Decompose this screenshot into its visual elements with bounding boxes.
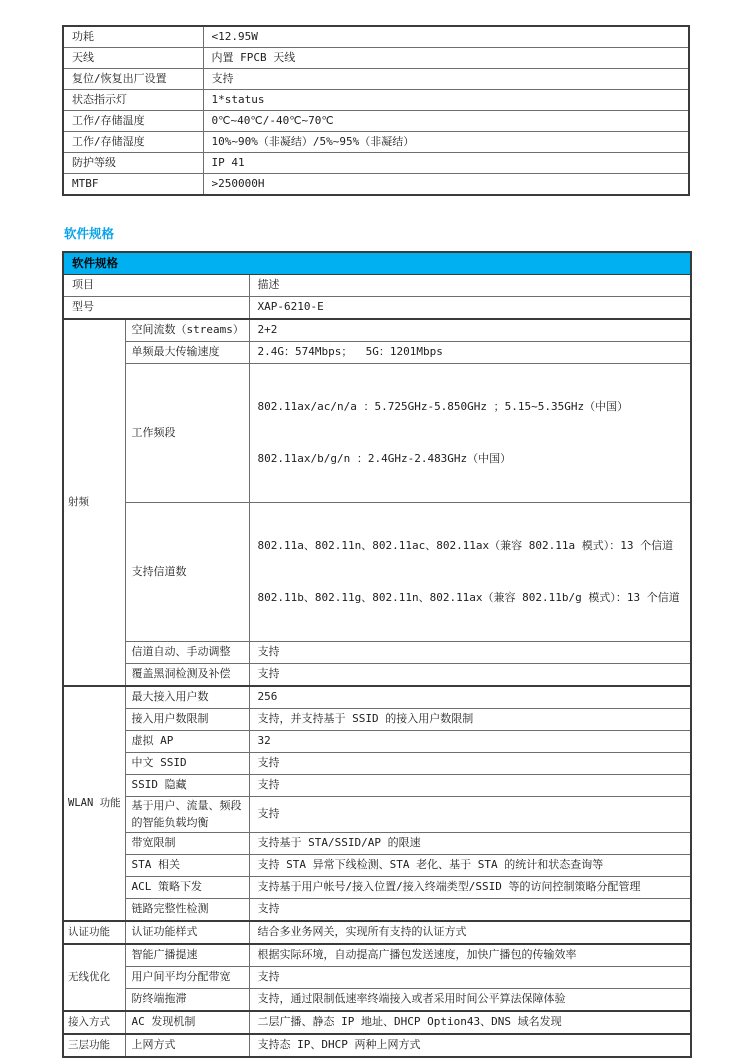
spec-value: >250000H bbox=[203, 174, 689, 196]
spec-value-line: 802.11ax/ac/n/a ：5.725GHz-5.850GHz ；5.15~5.35GHz（中国） bbox=[257, 400, 629, 413]
spec-value: 支持 bbox=[249, 753, 691, 775]
group-label-optimization: 无线优化 bbox=[63, 944, 125, 1011]
spec-label: 工作/存储温度 bbox=[63, 111, 203, 132]
spec-item: 最大接入用户数 bbox=[125, 686, 249, 709]
table-row bbox=[63, 1034, 691, 1057]
table-row bbox=[63, 111, 689, 132]
spec-value: <12.95W bbox=[203, 26, 689, 48]
table-row bbox=[63, 855, 691, 877]
spec-value: 支持 bbox=[249, 664, 691, 687]
spec-label: 天线 bbox=[63, 48, 203, 69]
group-label-auth: 认证功能 bbox=[63, 921, 125, 944]
spec-item: ACL 策略下发 bbox=[125, 877, 249, 899]
spec-item: 空间流数（streams） bbox=[125, 319, 249, 342]
spec-value: 结合多业务网关，实现所有支持的认证方式 bbox=[249, 921, 691, 944]
spec-value: 32 bbox=[249, 731, 691, 753]
table-row bbox=[63, 26, 689, 48]
spec-value: 10%~90%（非凝结）/5%~95%（非凝结） bbox=[203, 132, 689, 153]
spec-value: 2.4G：574Mbps； 5G：1201Mbps bbox=[249, 342, 691, 364]
table-row bbox=[63, 899, 691, 922]
table-row bbox=[63, 686, 691, 709]
table-row bbox=[63, 989, 691, 1012]
model-row bbox=[63, 297, 691, 320]
spec-value-line: 802.11b、802.11g、802.11n、802.11ax（兼容 802.11b/g 模式）：13 个信道 bbox=[257, 590, 680, 604]
spec-value: 1*status bbox=[203, 90, 689, 111]
table-row bbox=[63, 364, 691, 503]
spec-label: 型号 bbox=[63, 297, 249, 320]
table-row bbox=[63, 1011, 691, 1034]
table-row bbox=[63, 731, 691, 753]
spec-label: 防护等级 bbox=[63, 153, 203, 174]
table-title-row bbox=[63, 252, 691, 275]
spec-item: 链路完整性检测 bbox=[125, 899, 249, 922]
column-header-description: 描述 bbox=[249, 275, 691, 297]
table-row bbox=[63, 174, 689, 196]
table-row bbox=[63, 877, 691, 899]
spec-item: 接入用户数限制 bbox=[125, 709, 249, 731]
table-row bbox=[63, 69, 689, 90]
spec-value: 支持态 IP、DHCP 两种上网方式 bbox=[249, 1034, 691, 1057]
table-row bbox=[63, 664, 691, 687]
group-label-wlan: WLAN 功能 bbox=[63, 686, 125, 921]
spec-value bbox=[249, 503, 691, 642]
section-title: 软件规格 bbox=[64, 226, 115, 241]
spec-item: AC 发现机制 bbox=[125, 1011, 249, 1034]
spec-item: 单频最大传输速度 bbox=[125, 342, 249, 364]
spec-item: 工作频段 bbox=[125, 364, 249, 503]
spec-value: 支持 bbox=[249, 899, 691, 922]
table-row bbox=[63, 342, 691, 364]
document-content bbox=[62, 25, 690, 1058]
spec-value-line: 802.11a、802.11n、802.11ac、802.11ax（兼容 802.11a 模式）：13 个信道 bbox=[257, 539, 674, 552]
spec-value-line: 802.11ax/b/g/n ：2.4GHz-2.483GHz（中国） bbox=[257, 451, 512, 465]
table-row bbox=[63, 642, 691, 664]
spec-item: 上网方式 bbox=[125, 1034, 249, 1057]
table-row bbox=[63, 153, 689, 174]
spec-item: 带宽限制 bbox=[125, 833, 249, 855]
spec-value: 根据实际环境，自动提高广播包发送速度，加快广播包的传输效率 bbox=[249, 944, 691, 967]
spec-value: XAP-6210-E bbox=[249, 297, 691, 320]
spec-item: 用户间平均分配带宽 bbox=[125, 967, 249, 989]
spec-value: 支持 bbox=[203, 69, 689, 90]
spec-value: 支持，通过限制低速率终端接入或者采用时间公平算法保障体验 bbox=[249, 989, 691, 1012]
spec-label: MTBF bbox=[63, 174, 203, 196]
spec-item: 支持信道数 bbox=[125, 503, 249, 642]
spec-value: 支持 bbox=[249, 642, 691, 664]
column-header-row bbox=[63, 275, 691, 297]
spec-item: SSID 隐藏 bbox=[125, 775, 249, 797]
spec-value: 支持基于用户帐号/接入位置/接入终端类型/SSID 等的访问控制策略分配管理 bbox=[249, 877, 691, 899]
spec-value: 支持，并支持基于 SSID 的接入用户数限制 bbox=[249, 709, 691, 731]
spec-item: STA 相关 bbox=[125, 855, 249, 877]
table-row bbox=[63, 967, 691, 989]
spec-item: 智能广播提速 bbox=[125, 944, 249, 967]
spec-value: 支持 bbox=[249, 797, 691, 833]
table-title-bar: 软件规格 bbox=[63, 252, 691, 275]
group-label-access: 接入方式 bbox=[63, 1011, 125, 1034]
spec-value: 2+2 bbox=[249, 319, 691, 342]
spec-item: 虚拟 AP bbox=[125, 731, 249, 753]
spec-value: 内置 FPCB 天线 bbox=[203, 48, 689, 69]
table-row bbox=[63, 775, 691, 797]
spec-value: 支持基于 STA/SSID/AP 的限速 bbox=[249, 833, 691, 855]
hardware-spec-table bbox=[62, 25, 690, 196]
table-row bbox=[63, 797, 691, 833]
spec-label: 状态指示灯 bbox=[63, 90, 203, 111]
spec-value: 256 bbox=[249, 686, 691, 709]
spec-item: 基于用户、流量、频段的智能负载均衡 bbox=[125, 797, 249, 833]
table-row bbox=[63, 48, 689, 69]
spec-label: 功耗 bbox=[63, 26, 203, 48]
group-label-rf: 射频 bbox=[63, 319, 125, 686]
spec-item: 认证功能样式 bbox=[125, 921, 249, 944]
table-row bbox=[63, 503, 691, 642]
spec-value: 0℃~40℃/-40℃~70℃ bbox=[203, 111, 689, 132]
spec-item: 覆盖黑洞检测及补偿 bbox=[125, 664, 249, 687]
group-label-layer3: 三层功能 bbox=[63, 1034, 125, 1057]
spec-value: 支持 bbox=[249, 967, 691, 989]
software-spec-table bbox=[62, 251, 692, 1058]
spec-value: 支持 STA 异常下线检测、STA 老化、基于 STA 的统计和状态查询等 bbox=[249, 855, 691, 877]
spec-value bbox=[249, 364, 691, 503]
table-row bbox=[63, 944, 691, 967]
table-row bbox=[63, 132, 689, 153]
spec-item: 信道自动、手动调整 bbox=[125, 642, 249, 664]
spec-label: 工作/存储湿度 bbox=[63, 132, 203, 153]
column-header-item: 项目 bbox=[63, 275, 249, 297]
table-row bbox=[63, 90, 689, 111]
spec-value: IP 41 bbox=[203, 153, 689, 174]
spec-label: 复位/恢复出厂设置 bbox=[63, 69, 203, 90]
table-row bbox=[63, 319, 691, 342]
spec-item: 防终端拖滞 bbox=[125, 989, 249, 1012]
table-row bbox=[63, 709, 691, 731]
spec-item: 中文 SSID bbox=[125, 753, 249, 775]
spec-value: 支持 bbox=[249, 775, 691, 797]
table-row bbox=[63, 753, 691, 775]
table-row bbox=[63, 921, 691, 944]
table-row bbox=[63, 833, 691, 855]
spec-value: 二层广播、静态 IP 地址、DHCP Option43、DNS 域名发现 bbox=[249, 1011, 691, 1034]
